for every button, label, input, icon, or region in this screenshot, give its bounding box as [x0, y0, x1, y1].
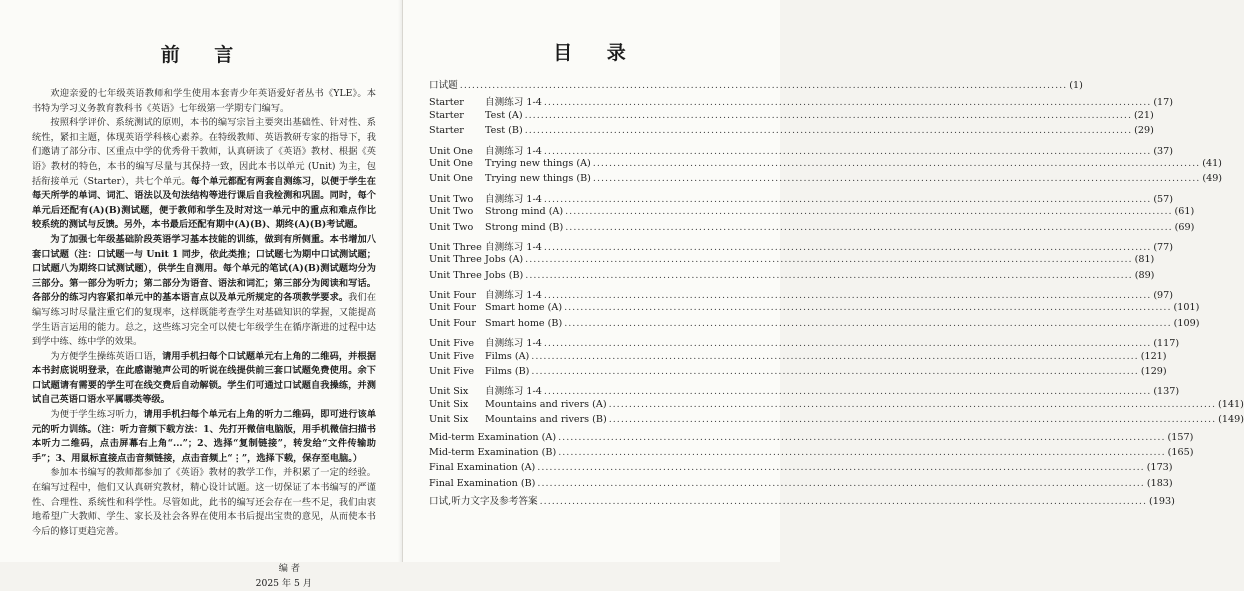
toc-page-number: (77)	[1153, 241, 1174, 253]
toc-entry-title: 自测练习 1-4	[485, 338, 542, 350]
toc-page-number: (149)	[1218, 414, 1244, 426]
toc-entry[interactable]	[429, 477, 1173, 493]
preface-text: 参加本书编写的教师都参加了《英语》教材的教学工作，并积累了一定的经验。在编写过程中，他们又认真研究教材，精心设计试题。这一切保证了本书编写的严谨性、合理性、系统性和科学性。尽管如此，此书的编写还会存在一些不足，我们由衷地希望广大教师、学生、家长及社会各界在使用本书后提出宝贵的意见，从而使本书今后的修订更趋完善。	[32, 467, 376, 537]
toc-entry[interactable]	[429, 287, 1174, 302]
toc-leader-dots	[593, 173, 1200, 184]
toc-entry[interactable]	[429, 350, 1167, 366]
toc-entry-title: Jobs (A)	[485, 254, 524, 266]
toc-unit-label: Unit Four	[429, 302, 476, 314]
preface-paragraph	[32, 408, 376, 466]
toc-entry[interactable]	[429, 398, 1244, 414]
toc-page-number: (21)	[1134, 109, 1154, 121]
toc-entry[interactable]	[429, 157, 1222, 173]
toc-leader-dots	[593, 158, 1200, 169]
toc-leader-dots	[558, 432, 1165, 443]
preface-paragraph	[32, 87, 376, 116]
toc-page-number: (81)	[1134, 254, 1155, 266]
preface-paragraph	[32, 350, 376, 408]
toc-entry[interactable]	[429, 254, 1155, 269]
preface-text: 为便于学生练习听力，	[50, 409, 144, 421]
preface-title: 前 言	[160, 44, 248, 66]
toc-entry-title: Mountains and rivers (B)	[485, 414, 607, 426]
toc-entry-title: Strong mind (B)	[485, 221, 564, 233]
toc-unit-label: Unit One	[429, 173, 473, 185]
toc-list	[429, 77, 1244, 509]
toc-entry[interactable]	[429, 446, 1194, 462]
toc-entry-title: Mid-term Examination (A)	[429, 431, 557, 443]
preface-bold-text: 请用手机扫每个口试题单元右上角的二维码，并根据本书封底说明登录，在此感谢驰声公司的听说在线提供前三套口试题免费使用。余下口试题请有需要的学生可在线交费后自动解锁。学生们可通过口试题自我操练，并测试自己英语口语水平属哪类等级。	[32, 350, 377, 406]
toc-leader-dots	[565, 206, 1172, 217]
toc-entry-title: 自测练习 1-4	[485, 290, 542, 302]
toc-entry-title: 自测练习 1-4	[485, 386, 542, 398]
toc-unit-label: Unit Two	[429, 206, 474, 218]
toc-entry[interactable]	[429, 206, 1195, 221]
toc-page-number: (141)	[1218, 398, 1244, 410]
toc-page-number: (37)	[1153, 145, 1174, 157]
toc-unit-label: Unit Four	[429, 317, 476, 329]
toc-page-number: (29)	[1134, 125, 1154, 137]
toc-entry-title: 自测练习 1-4	[485, 241, 542, 253]
preface-bold-text: 为了加强七年级基础阶段英语学习基本技能的训练，做到有所侧重。本书增加八套口试题（注：口试题一与 Unit 1 同步，依此类推；口试题七为期中口试测试题；口试题八为期终口试测试题），供学生自测用。每个单元的笔试(A)(B)测试题均分为三部分。第一部分为听力；第二部分为语音、语法和词汇；第三部分为阅读和写话。各部分的练习内容紧扣单元中的基本语言点以及单元所规定的各项教学要求。	[32, 233, 376, 304]
toc-entry[interactable]	[429, 125, 1154, 140]
toc-entry-title: Trying new things (A)	[485, 157, 591, 169]
preface-date: 2025 年 5 月	[255, 578, 312, 590]
toc-entry-title: 口试题	[429, 80, 458, 91]
toc-entry-title: Test (A)	[485, 109, 523, 121]
toc-leader-dots	[544, 290, 1151, 301]
toc-entry[interactable]	[429, 383, 1180, 398]
toc-unit-label: Starter	[429, 125, 464, 137]
preface-paragraph	[32, 233, 376, 350]
toc-unit-label: Unit Three	[429, 269, 482, 281]
toc-page-number: (129)	[1140, 366, 1167, 378]
toc-leader-dots	[525, 270, 1132, 281]
toc-entry-title: Strong mind (A)	[485, 206, 564, 218]
toc-leader-dots	[460, 80, 1067, 91]
toc-leader-dots	[558, 447, 1165, 458]
preface-paragraph	[32, 116, 376, 233]
toc-leader-dots	[544, 97, 1151, 108]
toc-unit-label: Unit Four	[429, 290, 476, 302]
toc-leader-dots	[531, 351, 1138, 362]
toc-leader-dots	[544, 338, 1151, 349]
toc-leader-dots	[537, 462, 1144, 473]
toc-page-number: (17)	[1153, 97, 1174, 109]
preface-text: 为方便学生操练英语口语，	[50, 350, 163, 362]
preface-text: 欢迎亲爱的七年级英语教师和学生使用本套青少年英语爱好者丛书《YLE》。本书特为学习义务教育教科书《英语》七年级第一学期专门编写。	[32, 88, 376, 114]
toc-unit-label: Unit Two	[429, 221, 474, 233]
toc-entry[interactable]	[429, 77, 1083, 92]
toc-page-number: (183)	[1146, 477, 1173, 489]
toc-entry[interactable]	[429, 221, 1195, 237]
toc-leader-dots	[544, 386, 1151, 397]
toc-title: 目 录	[553, 42, 640, 64]
toc-page-number: (157)	[1167, 431, 1194, 443]
toc-unit-label: Unit Two	[429, 193, 474, 205]
toc-page-number: (1)	[1069, 80, 1083, 91]
toc-unit-label: Unit Three	[429, 254, 482, 266]
toc-page-number: (89)	[1134, 269, 1155, 281]
toc-entry-title: Final Examination (B)	[429, 477, 536, 489]
toc-entry[interactable]	[429, 173, 1223, 188]
toc-entry-title: Smart home (A)	[485, 302, 563, 314]
toc-leader-dots	[565, 222, 1172, 233]
toc-unit-label: Unit One	[429, 157, 473, 169]
toc-entry-title: Trying new things (B)	[485, 173, 591, 185]
toc-unit-label: Unit Six	[429, 386, 469, 398]
toc-entry[interactable]	[429, 431, 1194, 447]
toc-page-number: (193)	[1149, 496, 1175, 508]
toc-unit-label: Unit One	[429, 145, 473, 157]
toc-unit-label: Unit Three	[429, 241, 482, 253]
toc-entry[interactable]	[429, 335, 1180, 350]
toc-entry-title: Final Examination (A)	[429, 462, 536, 474]
toc-entry[interactable]	[429, 94, 1174, 109]
toc-leader-dots	[525, 125, 1132, 136]
toc-page-number: (121)	[1140, 350, 1167, 362]
toc-entry[interactable]	[429, 317, 1200, 333]
toc-entry-title: Mid-term Examination (B)	[429, 446, 557, 458]
toc-entry-title: Test (B)	[485, 125, 523, 137]
toc-leader-dots	[544, 194, 1151, 205]
toc-entry-title: 自测练习 1-4	[485, 193, 542, 205]
toc-page-number: (69)	[1174, 221, 1195, 233]
toc-entry-title: 口试,听力文字及参考答案	[429, 496, 538, 508]
toc-leader-dots	[609, 414, 1216, 425]
toc-entry[interactable]	[429, 462, 1173, 477]
preface-text: 按照科学评价、系统测试的原则，本书的编写宗旨主要突出基础性、针对性、系统性，紧扣主题，体现英语学科核心素养。在特级教师、英语教研专家的指导下，我们邀请了部分市、区重点中学的优秀骨干教师，认真研读了《英语》教材、根据《英语》教材的特色，本书的编写尽量与其保持一致，因此本书以单元 (Unit) 为主，包括衔接单元（Starter），共七个单元。	[32, 117, 376, 187]
toc-leader-dots	[540, 496, 1147, 507]
toc-page-number: (117)	[1153, 338, 1180, 350]
toc-entry[interactable]	[429, 493, 1175, 508]
toc-entry-title: Jobs (B)	[485, 269, 524, 281]
toc-leader-dots	[525, 254, 1132, 265]
toc-leader-dots	[531, 366, 1138, 377]
preface-bold-text: 每个单元都配有两套自测练习，以便于学生在每天所学的单词、词汇、语法以及句法结构等进行课后自我检测和巩固。同时，每个单元后还配有(A)(B)测试题，便于教师和学生及时对这一单元中的重点和难点作比较系统的测试与反馈。另外，本书最后还配有期中(A)(B)、期终(A)(B)考试题。	[32, 175, 376, 231]
toc-unit-label: Unit Six	[429, 398, 469, 410]
toc-entry-title: 自测练习 1-4	[485, 97, 542, 109]
toc-entry-title: Films (A)	[485, 350, 530, 362]
toc-entry-title: 自测练习 1-4	[485, 145, 542, 157]
toc-unit-label: Unit Five	[429, 338, 475, 350]
toc-page-number: (57)	[1153, 193, 1174, 205]
preface-body	[32, 87, 376, 539]
toc-leader-dots	[564, 302, 1171, 313]
toc-unit-label: Unit Six	[429, 414, 469, 426]
toc-page-number: (49)	[1202, 173, 1223, 185]
preface-text: 我们在编写练习时尽量注重它们的复现率，这样既能考查学生对基础知识的掌握，又能提高学生语言运用的能力。总之，这些练习完全可以使七年级学生在循序渐进的过程中达到学中练、练中学的效果。	[32, 292, 377, 348]
toc-entry[interactable]	[429, 191, 1174, 206]
toc-page-number: (101)	[1173, 302, 1200, 314]
toc-page-number: (173)	[1146, 462, 1173, 474]
toc-entry[interactable]	[429, 366, 1167, 381]
toc-entry[interactable]	[429, 269, 1155, 285]
toc-page	[402, 0, 1244, 562]
toc-leader-dots	[544, 146, 1151, 157]
toc-leader-dots	[544, 242, 1151, 253]
toc-entry[interactable]	[429, 239, 1174, 254]
toc-unit-label: Starter	[429, 97, 464, 109]
toc-leader-dots	[525, 110, 1132, 121]
toc-entry[interactable]	[429, 302, 1200, 317]
toc-entry[interactable]	[429, 109, 1154, 125]
toc-entry-title: Smart home (B)	[485, 317, 563, 329]
preface-page	[0, 0, 402, 590]
toc-page-number: (61)	[1174, 206, 1195, 218]
toc-page-number: (137)	[1153, 386, 1180, 398]
toc-entry-title: Films (B)	[485, 366, 530, 378]
toc-unit-label: Unit Five	[429, 366, 475, 378]
toc-page-number: (97)	[1153, 290, 1174, 302]
preface-paragraph	[32, 466, 376, 539]
toc-entry-title: Mountains and rivers (A)	[485, 398, 607, 410]
toc-leader-dots	[564, 318, 1171, 329]
preface-bold-text: 请用手机扫每个单元右上角的听力二维码，即可进行该单元的听力训练。（注：听力音频下载方法：1、先打开微信电脑版，用手机微信扫描书本听力二维码，点击屏幕右上角“...”；2、选择“复制链接”，转发给“文件传输助手”；3、用鼠标直接点击音频链接，点击音频上“⋮”，选择下载，保存至电脑。）	[32, 409, 377, 464]
toc-unit-label: Unit Five	[429, 350, 475, 362]
toc-unit-label: Starter	[429, 109, 464, 121]
toc-leader-dots	[609, 399, 1216, 410]
toc-leader-dots	[537, 478, 1144, 489]
toc-page-number: (109)	[1173, 317, 1200, 329]
preface-author: 编 者	[278, 563, 300, 575]
toc-entry[interactable]	[429, 143, 1174, 158]
toc-entry[interactable]	[429, 414, 1244, 429]
toc-page-number: (165)	[1167, 446, 1194, 458]
toc-page-number: (41)	[1202, 157, 1222, 169]
